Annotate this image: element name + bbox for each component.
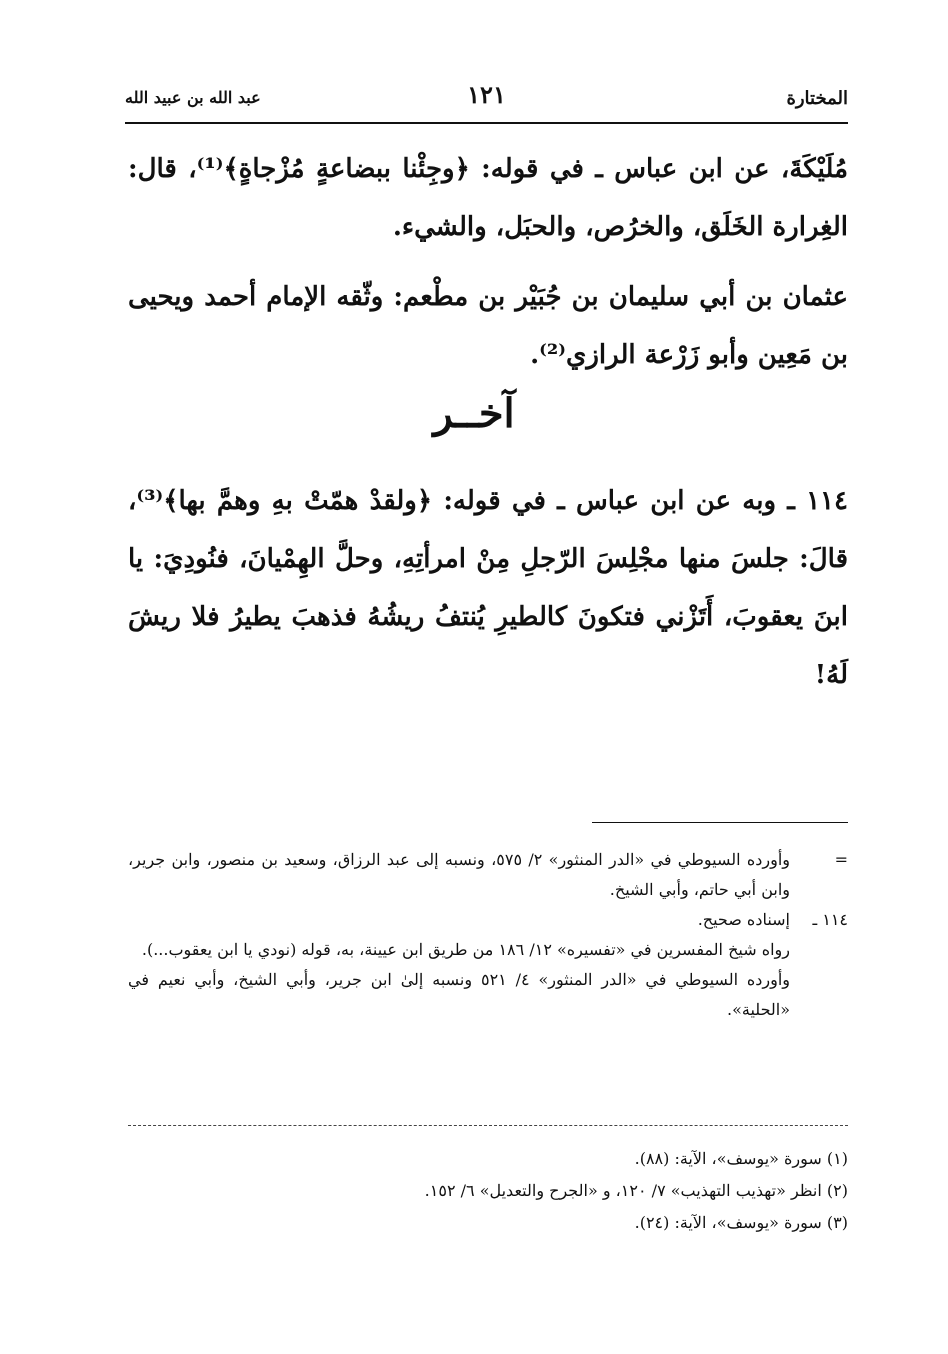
footnotes-separator — [128, 1125, 848, 1126]
editor-notes — [128, 845, 848, 1025]
running-title-right: المختارة — [786, 88, 848, 109]
note-text: رواه شيخ المفسرين في «تفسيره» ١٢/ ١٨٦ من طريق ابن عيينة، به، قوله (نودي يا ابن يعقوب...). — [141, 940, 790, 959]
page-header — [125, 80, 848, 120]
header-rule — [125, 122, 848, 124]
section-heading: آخــر — [433, 390, 515, 437]
note-text: إسناده صحيح. — [697, 910, 790, 929]
body-paragraph-2: عثمان بن أبي سليمان بن جُبَيْر بن مطْعم: وثّقه الإمام أحمد ويحيى بن مَعِين وأبو زَرْعة الرازي⁽²⁾. — [128, 282, 848, 370]
footnote-2: (٢) انظر «تهذيب التهذيب» ٧/ ١٢٠، و «الجرح والتعديل» ٦/ ١٥٢. — [424, 1181, 848, 1200]
page-number: ١٢١ — [467, 80, 506, 109]
body-paragraph-3: ١١٤ ـ وبه عن ابن عباس ـ في قوله: ﴿ولقدْ همّتْ بهِ وهمَّ بها﴾⁽³⁾، قالَ: جلسَ منها مجْلِسَ الرّجلِ مِنْ امرأتِهِ، وحلَّ الهِمْيانَ، فنُودِيَ: يا ابنَ يعقوبَ، أَتَزْني فتكونَ كالطيرِ يُنتفُ ريشُهُ فذهبَ يطيرُ فلا ريشَ لَهُ! — [128, 486, 848, 690]
footnote-3: (٣) سورة «يوسف»، الآية: (٢٤). — [634, 1213, 848, 1232]
note-text: وأورده السيوطي في «الدر المنثور» ٢/ ٥٧٥، ونسبه إلى عبد الرزاق، وسعيد بن منصور، وابن جرير، وابن أبي حاتم، وأبي الشيخ. — [128, 850, 791, 899]
footnote-1: (١) سورة «يوسف»، الآية: (٨٨). — [634, 1149, 848, 1168]
note-mark: = — [834, 850, 848, 869]
note-row — [128, 905, 848, 935]
note-mark: ١١٤ ـ — [812, 910, 848, 929]
notes-separator — [592, 822, 848, 823]
running-title-left: عبد الله بن عبيد الله — [125, 88, 261, 107]
note-row — [128, 845, 848, 905]
footnotes — [128, 1143, 848, 1239]
body-paragraph-1: مُلَيْكَةَ، عن ابن عباس ـ في قوله: ﴿وجِئْنا ببضاعةٍ مُزْجاةٍ﴾⁽¹⁾، قال: الغِرارة الخَلَق، والخرُص، والحبَل، والشيء. — [128, 154, 848, 242]
note-text: وأورده السيوطي في «الدر المنثور» ٤/ ٥٢١ ونسبه إلىٰ ابن جرير، وأبي الشيخ، وأبي نعيم في «الحلية». — [128, 970, 791, 1019]
